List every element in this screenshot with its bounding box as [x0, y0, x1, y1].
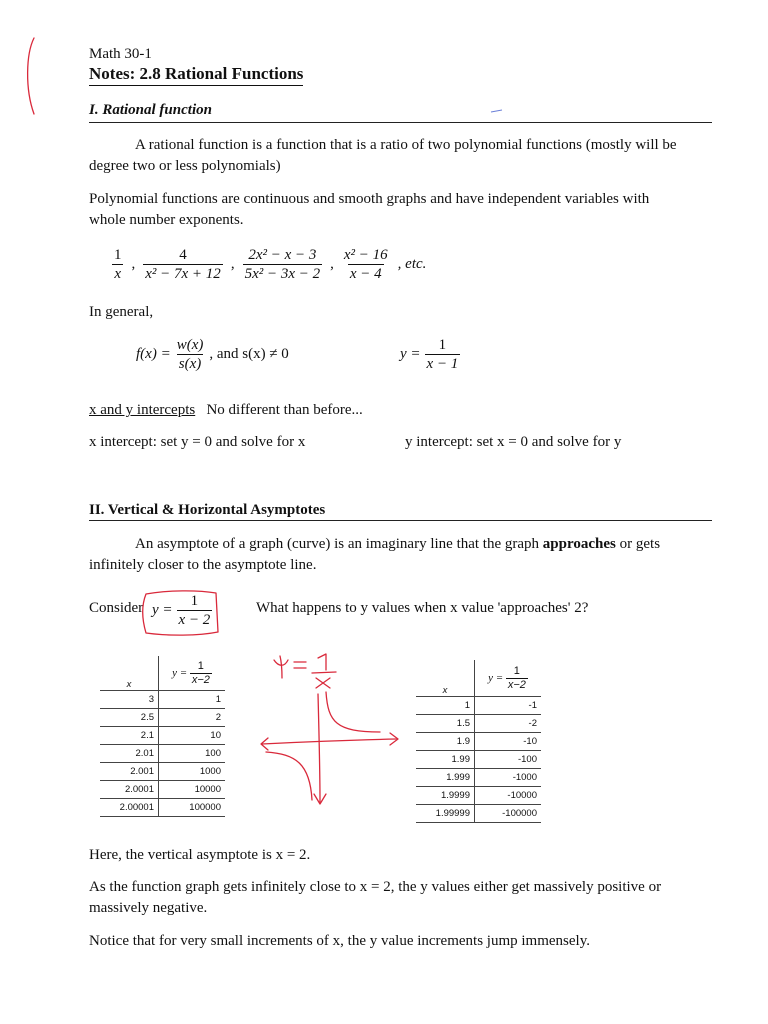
table-row: 1.99 -100 [416, 751, 541, 769]
section-1-rule [89, 122, 712, 123]
table-row: 2.00001 100000 [100, 799, 225, 817]
table-y-header: y = $\frac{1}{x-2}$ [475, 660, 542, 697]
table-y-header: y = $\frac{1}{x-2}$ [159, 656, 226, 691]
table-x-header: x [416, 660, 475, 697]
section-1-paragraph-1: A rational function is a function that is a ratio of two polynomial functions (mostly will be degree two or less polynomials) [89, 137, 677, 174]
vertical-asymptote-statement: Here, the vertical asymptote is x = 2. [89, 847, 311, 863]
section-1-heading: I. Rational function [89, 102, 212, 118]
example-fraction: $\frac{\text{x² − 16}}{x - 4}$ [343, 247, 388, 282]
consider-equation: y = $\frac{1}{x - 2}$ [152, 593, 211, 628]
table-row: 2.0001 10000 [100, 781, 225, 799]
table-row: 1.5 -2 [416, 715, 541, 733]
example-fraction: $\frac{\text{2x² − x − 3}}{\text{5x² − 3x − 2}}$ [244, 247, 321, 282]
approach-question: What happens to y values when x value 'approaches' 2? [256, 600, 589, 616]
rational-examples: $\frac{1}{x}$ , $\frac{4}{\text{x² − 7x + 12}}$ , $\frac{\text{2x² − x − 3}}{\text{5x² − 3x − 2}}$ , $\frac{\text{x² − 16}}{x - 4}$ , etc. [114, 247, 427, 282]
section-2-paragraph-2: As the function graph gets infinitely close to x = 2, the y values either get massively positive or massively negative. [89, 879, 662, 916]
intercepts-text: No different than before... [206, 402, 363, 418]
handwritten-graph-sketch [252, 642, 404, 810]
x-intercept-rule: x intercept: set y = 0 and solve for x [89, 434, 306, 450]
in-general-label: In general, [89, 304, 154, 320]
circled-equation-mark [138, 586, 224, 638]
table-row: 1 -1 [416, 697, 541, 715]
table-row: 2.5 2 [100, 709, 225, 727]
table-row: 2.001 1000 [100, 763, 225, 781]
example-fraction: $\frac{1}{x}$ [114, 247, 122, 282]
table-row: 1.999 -1000 [416, 769, 541, 787]
table-row: 3 1 [100, 691, 225, 709]
examples-etc: , etc. [397, 256, 427, 272]
general-form: f(x) = $\frac{w(x)}{s(x)}$ , and s(x) ≠ 0 [136, 337, 289, 372]
section-2-paragraph-3: Notice that for very small increments of x, the y value increments jump immensely. [89, 933, 590, 949]
table-row: 1.9999 -10000 [416, 787, 541, 805]
course-label: Math 30-1 [89, 46, 152, 62]
intercepts-label: x and y intercepts [89, 402, 196, 418]
consider-label: Consider [89, 600, 144, 616]
example-fraction: $\frac{4}{\text{x² − 7x + 12}}$ [145, 247, 221, 282]
table-x-header: x [100, 656, 159, 691]
section-2-paragraph-1: An asymptote of a graph (curve) is an imaginary line that the graph approaches or gets infinitely closer to the asymptote line. [89, 536, 661, 573]
table-row: 1.99999 -100000 [416, 805, 541, 823]
section-1-paragraph-2: Polynomial functions are continuous and smooth graphs and have independent variables with whole number exponents. [89, 191, 650, 228]
table-approach-from-right [100, 656, 225, 817]
section-2-heading: II. Vertical & Horizontal Asymptotes [89, 502, 326, 518]
page-title: Notes: 2.8 Rational Functions [89, 63, 303, 86]
table-row: 1.9 -10 [416, 733, 541, 751]
table-row: 2.1 10 [100, 727, 225, 745]
margin-bracket-mark [22, 34, 42, 120]
general-example: y = $\frac{1}{x - 1}$ [400, 337, 459, 372]
table-row: 2.01 100 [100, 745, 225, 763]
section-2-rule [89, 520, 712, 521]
intercepts-row [89, 400, 363, 421]
y-intercept-rule: y intercept: set x = 0 and solve for y [405, 434, 622, 450]
stray-mark [490, 108, 504, 114]
table-approach-from-left [416, 660, 541, 823]
